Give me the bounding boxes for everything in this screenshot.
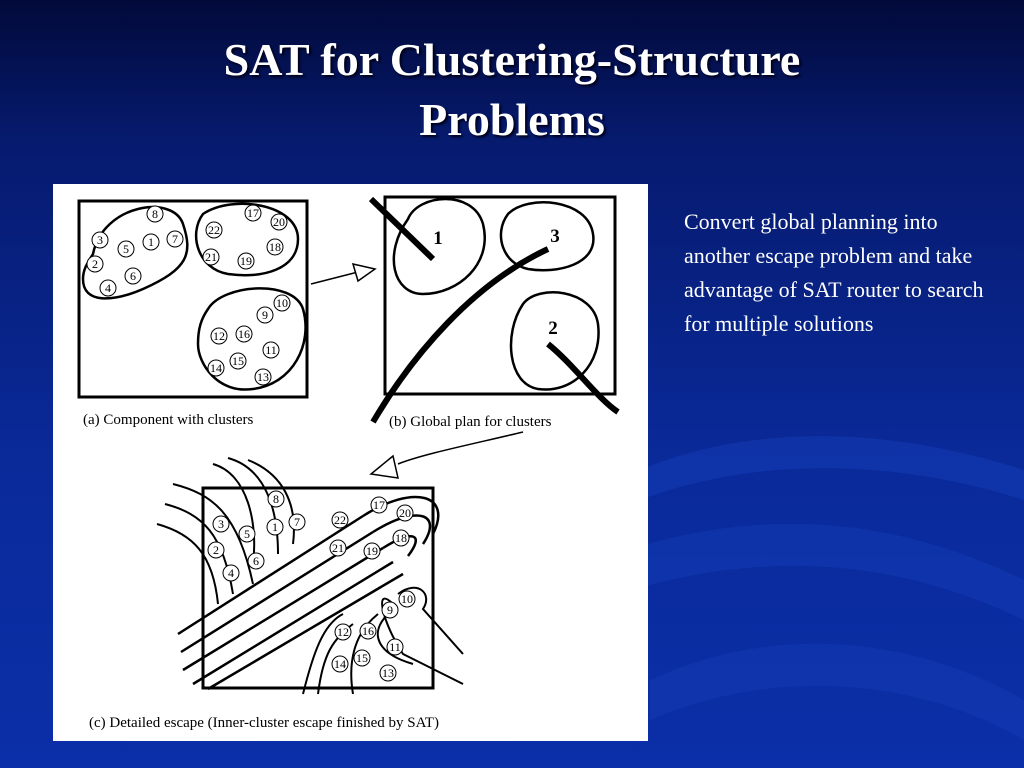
global-plan-box (385, 197, 615, 394)
pin-c-17-label: 17 (373, 498, 385, 512)
plan-label-2: 2 (548, 318, 558, 339)
pin-c-9-label: 9 (387, 603, 393, 617)
pin-c-21-label: 21 (332, 541, 344, 555)
pin-c-15-label: 15 (356, 651, 368, 665)
pin-c-8-label: 8 (273, 492, 279, 506)
pin-a-18-label: 18 (269, 240, 281, 254)
pin-a-2-label: 2 (92, 257, 98, 271)
pin-a-4-label: 4 (105, 281, 111, 295)
pin-c-7-label: 7 (294, 515, 300, 529)
slide-title (0, 30, 1024, 150)
pin-c-1-label: 1 (272, 520, 278, 534)
pin-a-8-label: 8 (152, 207, 158, 221)
pin-a-6-label: 6 (130, 269, 136, 283)
pin-a-14-label: 14 (210, 361, 222, 375)
pin-a-3-label: 3 (97, 233, 103, 247)
pin-a-10-label: 10 (276, 296, 288, 310)
pin-a-22-label: 22 (208, 223, 220, 237)
title-line-1: SAT for Clustering-Structure (223, 34, 801, 85)
slide-body-text: Convert global planning into another escape problem and take advantage of SAT router to search for multiple solutions (684, 209, 984, 336)
pin-a-13-label: 13 (257, 370, 269, 384)
plan-label-3: 3 (550, 226, 560, 247)
pin-a-15-label: 15 (232, 354, 244, 368)
pin-c-6-label: 6 (253, 554, 259, 568)
pin-c-2-label: 2 (213, 543, 219, 557)
pin-c-11-label: 11 (389, 640, 401, 654)
pin-c-14-label: 14 (334, 657, 346, 671)
pin-c-4-label: 4 (228, 566, 234, 580)
pin-c-16-label: 16 (362, 624, 374, 638)
pin-c-18-label: 18 (395, 531, 407, 545)
pin-c-5-label: 5 (244, 527, 250, 541)
title-line-2: Problems (419, 94, 605, 145)
pin-c-12-label: 12 (337, 625, 349, 639)
pin-c-10-label: 10 (401, 592, 413, 606)
figure-drawing (53, 184, 648, 741)
caption-c: (c) Detailed escape (Inner-cluster escape finished by SAT) (89, 715, 439, 731)
pin-a-12-label: 12 (213, 329, 225, 343)
pin-a-21-label: 21 (205, 250, 217, 264)
pin-c-22-label: 22 (334, 513, 346, 527)
caption-a: (a) Component with clusters (83, 412, 254, 428)
pin-a-19-label: 19 (240, 254, 252, 268)
pin-a-11-label: 11 (265, 343, 277, 357)
pin-a-16-label: 16 (238, 327, 250, 341)
pin-c-3-label: 3 (218, 517, 224, 531)
pin-c-13-label: 13 (382, 666, 394, 680)
plan-label-1: 1 (433, 228, 443, 249)
pin-a-9-label: 9 (262, 308, 268, 322)
pin-c-19-label: 19 (366, 544, 378, 558)
pin-a-17-label: 17 (247, 206, 259, 220)
caption-b: (b) Global plan for clusters (389, 414, 552, 430)
pin-c-20-label: 20 (399, 506, 411, 520)
pin-a-7-label: 7 (172, 232, 178, 246)
clustering-figure (53, 184, 648, 741)
pin-a-5-label: 5 (123, 242, 129, 256)
pin-a-1-label: 1 (148, 235, 154, 249)
pin-a-20-label: 20 (273, 215, 285, 229)
